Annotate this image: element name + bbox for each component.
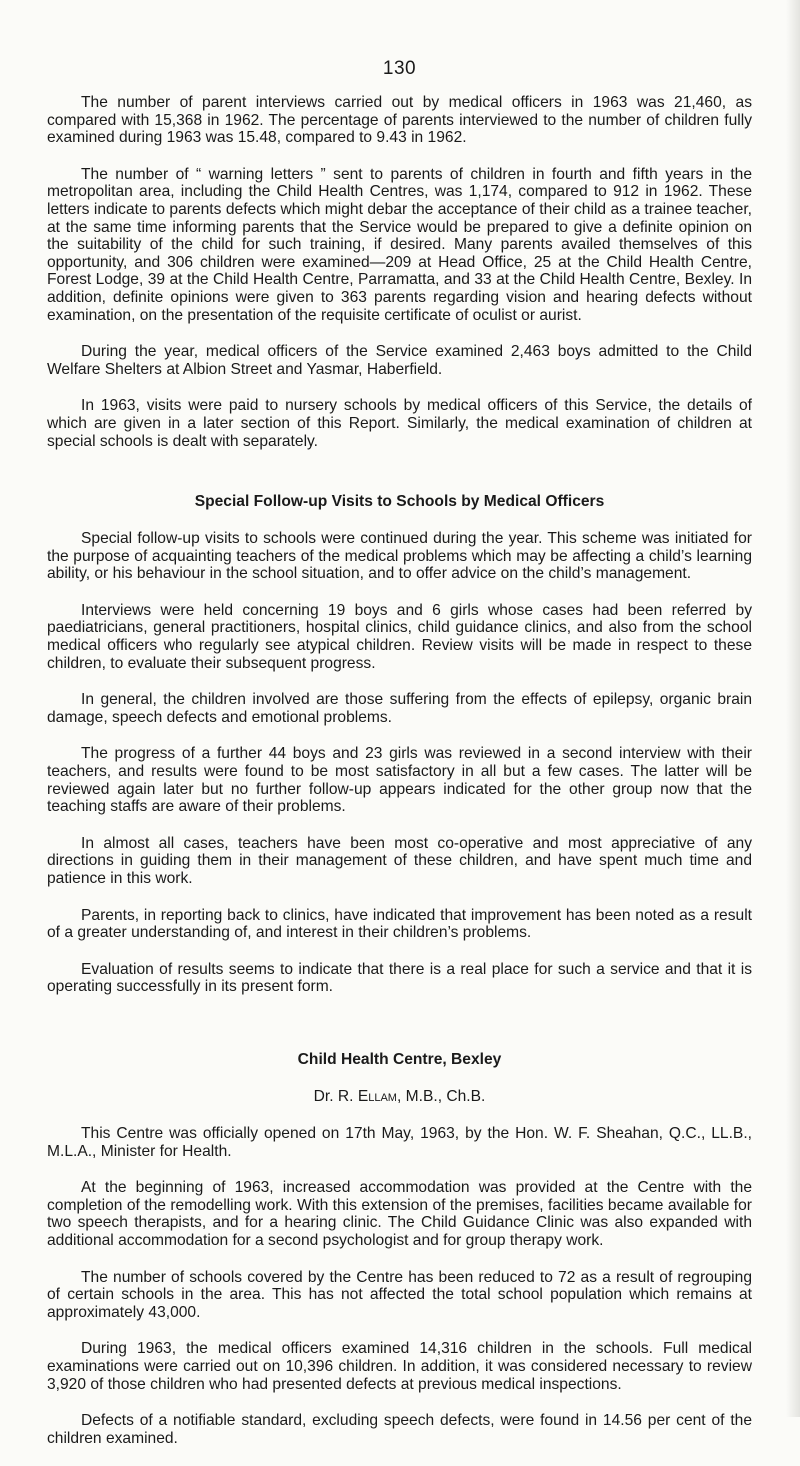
- author-surname: Ellam: [357, 1087, 397, 1105]
- author-prefix: Dr. R.: [313, 1087, 358, 1105]
- paragraph-parent-interviews: The number of parent interviews carried out by medical officers in 1963 was 21,460, as compared with 15,368 in 1962. The percentage of parents interviewed to the number of children fully examined during 1963 was 15.48, compared to 9.43 in 1962.: [47, 94, 752, 147]
- document-page: [47, 58, 752, 1466]
- paragraph-examinations-1963: During 1963, the medical officers examined 14,316 children in the schools. Full medical examinations were carried out on 10,396 children. In addition, it was considered necessary to review 3,920 of those children who had presented defects at previous medical inspections.: [47, 1340, 752, 1393]
- paragraph-schools-covered: The number of schools covered by the Centre has been reduced to 72 as a result of regrouping of certain schools in the area. This has not affected the total school population which remains at approximately 43,000.: [47, 1268, 752, 1321]
- paragraph-teachers-cooperative: In almost all cases, teachers have been most co-operative and most appreciative of any directions in guiding them in their management of these children, and have spent much time and patience in this work.: [47, 834, 752, 887]
- paragraph-follow-up-scheme: Special follow-up visits to schools were continued during the year. This scheme was initiated for the purpose of acquainting teachers of the medical problems which may be affecting a child’s learning ability, or his behaviour in the school situation, and to offer advice on the child’s management.: [47, 530, 752, 583]
- paragraph-parents-reporting: Parents, in reporting back to clinics, have indicated that improvement has been noted as a result of a greater understanding of, and interest in their children’s problems.: [47, 906, 752, 942]
- paragraph-notifiable-defects: Defects of a notifiable standard, excluding speech defects, were found in 14.56 per cent of the children examined.: [47, 1412, 752, 1447]
- section-heading-follow-up-visits: Special Follow-up Visits to Schools by Medical Officers: [194, 493, 605, 511]
- paragraph-child-welfare-shelters: During the year, medical officers of the Service examined 2,463 boys admitted to the Child Welfare Shelters at Albion Street and Yasmar, Haberfield.: [47, 343, 752, 378]
- paragraph-accommodation: At the beginning of 1963, increased accommodation was provided at the Centre with the completion of the remodelling work. With this extension of the premises, facilities became available for two speech therapists, and for a hearing clinic. The Child Guidance Clinic was also expanded with additional accommodation for a second psychologist and for group therapy work.: [47, 1179, 752, 1249]
- paragraph-interviews-held: Interviews were held concerning 19 boys and 6 girls whose cases had been referred by paediatricians, general practitioners, hospital clinics, child guidance clinics, and also from the school medical officers who regularly see atypical children. Review visits will be made in respect to these children, to evaluate their subsequent progress.: [47, 601, 752, 672]
- paragraph-progress-reviewed: The progress of a further 44 boys and 23 girls was reviewed in a second interview with their teachers, and results were found to be most satisfactory in all but a few cases. The latter will be reviewed again later but no further follow-up appears indicated for the other group now that the teaching staffs are aware of their problems.: [47, 745, 752, 816]
- section-heading-bexley: Child Health Centre, Bexley: [297, 1050, 502, 1068]
- page-number: 130: [382, 58, 417, 79]
- paragraph-evaluation: Evaluation of results seems to indicate that there is a real place for such a service and that it is operating successfully in its present form.: [47, 960, 752, 996]
- author-suffix: , M.B., Ch.B.: [396, 1087, 486, 1105]
- paragraph-centre-opened: This Centre was officially opened on 17th May, 1963, by the Hon. W. F. Sheahan, Q.C., LL.B., M.L.A., Minister for Health.: [47, 1124, 752, 1160]
- paragraph-nursery-schools: In 1963, visits were paid to nursery schools by medical officers of this Service, the details of which are given in a later section of this Report. Similarly, the medical examination of children at special schools is dealt with separately.: [47, 397, 752, 450]
- author-line: [47, 1088, 752, 1106]
- page-edge-shadow: [786, 0, 800, 1417]
- paragraph-children-involved: In general, the children involved are those suffering from the effects of epilepsy, organic brain damage, speech defects and emotional problems.: [47, 691, 752, 726]
- paragraph-warning-letters: The number of “ warning letters ” sent to parents of children in fourth and fifth years in the metropolitan area, including the Child Health Centres, was 1,174, compared to 912 in 1962. These letters indicate to parents defects which might debar the acceptance of their child as a trainee teacher, at the same time informing parents that the Service would be prepared to give a definite opinion on the suitability of the child for such training, if desired. Many parents availed themselves of this opportunity, and 306 children were examined—209 at Head Office, 25 at the Child Health Centre, Forest Lodge, 39 at the Child Health Centre, Parramatta, and 33 at the Child Health Centre, Bexley. In addition, definite opinions were given to 363 parents regarding vision and hearing defects without examination, on the presentation of the requisite certificate of oculist or aurist.: [47, 165, 752, 324]
